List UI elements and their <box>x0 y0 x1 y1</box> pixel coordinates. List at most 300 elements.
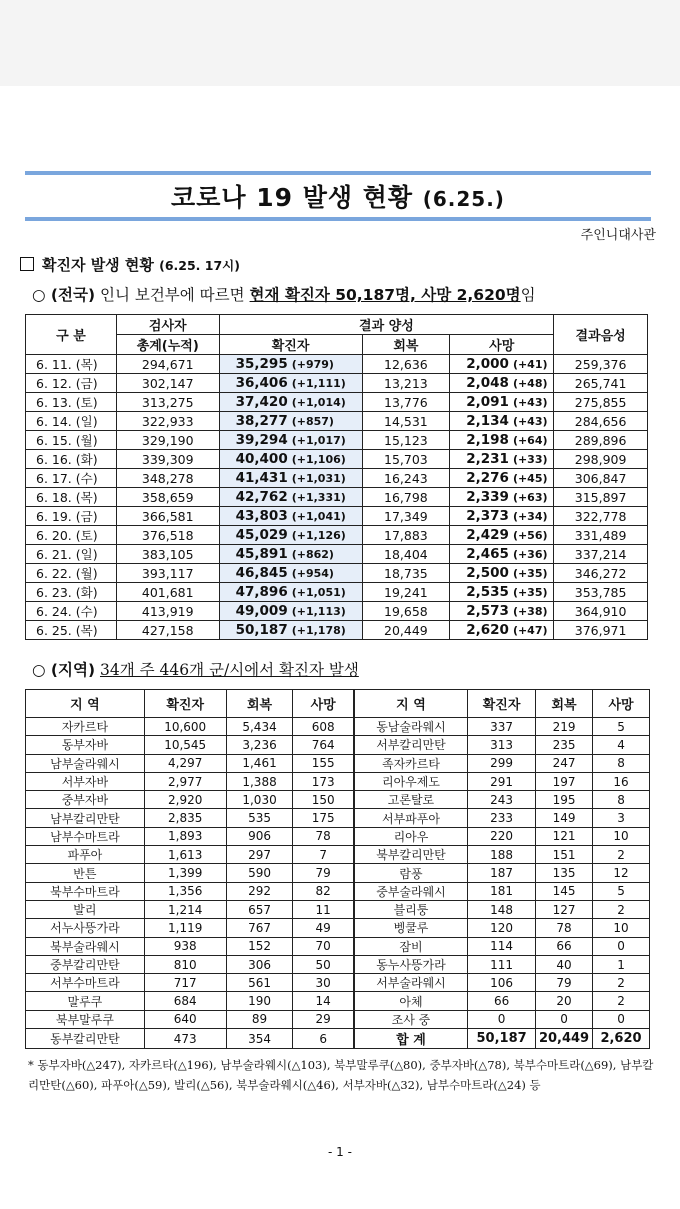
row-deaths: 2,276 <box>466 470 509 486</box>
recovered-header-right: 회복 <box>536 690 593 718</box>
row-date: 6. 14. (일) <box>26 412 117 431</box>
left-region-name: 발리 <box>26 900 145 918</box>
row-confirmed: 40,400 <box>235 451 288 467</box>
right-region-recovered: 66 <box>536 937 593 955</box>
left-region-deaths: 78 <box>293 827 354 845</box>
left-region-name: 북부술라웨시 <box>26 937 145 955</box>
left-region-recovered: 354 <box>226 1029 293 1049</box>
row-date: 6. 13. (토) <box>26 393 117 412</box>
row-confirmed: 43,803 <box>235 508 288 524</box>
row-date: 6. 17. (수) <box>26 469 117 488</box>
left-region-confirmed: 684 <box>144 992 226 1010</box>
row-recovered: 19,658 <box>362 602 450 621</box>
row-tested: 376,518 <box>116 526 219 545</box>
right-region-confirmed: 181 <box>468 882 536 900</box>
left-region-name: 서부자바 <box>26 772 145 790</box>
row-tested: 329,190 <box>116 431 219 450</box>
right-region-confirmed: 111 <box>468 955 536 973</box>
right-region-name: 고론탈로 <box>354 791 468 809</box>
right-region-deaths: 12 <box>593 864 650 882</box>
row-deaths: 2,134 <box>466 413 509 429</box>
table-row <box>26 791 650 809</box>
row-deaths-cell <box>450 374 554 393</box>
row-date: 6. 25. (목) <box>26 621 117 640</box>
right-region-recovered: 219 <box>536 718 593 736</box>
left-region-recovered: 306 <box>226 955 293 973</box>
row-deaths: 2,500 <box>466 565 509 581</box>
right-region-deaths: 4 <box>593 736 650 754</box>
table-row <box>26 754 650 772</box>
left-region-confirmed: 2,835 <box>144 809 226 827</box>
table-row <box>26 355 648 374</box>
right-region-deaths: 2 <box>593 992 650 1010</box>
row-deaths-delta: (+35) <box>512 567 548 580</box>
row-deaths-cell <box>450 488 554 507</box>
left-region-deaths: 70 <box>293 937 354 955</box>
right-region-recovered: 195 <box>536 791 593 809</box>
left-region-name: 자카르타 <box>26 718 145 736</box>
row-deaths: 2,339 <box>466 489 509 505</box>
row-date: 6. 21. (일) <box>26 545 117 564</box>
row-deaths-delta: (+41) <box>512 358 548 371</box>
row-deaths-cell <box>450 545 554 564</box>
row-recovered: 17,883 <box>362 526 450 545</box>
row-confirmed-cell <box>219 469 362 488</box>
left-region-name: 말루쿠 <box>26 992 145 1010</box>
right-region-confirmed: 233 <box>468 809 536 827</box>
table-row <box>26 412 648 431</box>
right-region-name: 블리퉁 <box>354 900 468 918</box>
left-region-deaths: 50 <box>293 955 354 973</box>
row-negative: 265,741 <box>554 374 648 393</box>
row-deaths: 2,000 <box>466 356 509 372</box>
right-region-confirmed: 66 <box>468 992 536 1010</box>
table-row <box>26 809 650 827</box>
right-region-deaths: 0 <box>593 937 650 955</box>
left-region-confirmed: 1,613 <box>144 846 226 864</box>
table-row <box>26 992 650 1010</box>
left-region-name: 중부자바 <box>26 791 145 809</box>
row-recovered: 18,404 <box>362 545 450 564</box>
table-row <box>26 583 648 602</box>
row-negative: 353,785 <box>554 583 648 602</box>
row-deaths-cell <box>450 602 554 621</box>
row-deaths-cell <box>450 431 554 450</box>
row-deaths-delta: (+64) <box>512 434 548 447</box>
national-summary <box>32 283 536 305</box>
left-region-recovered: 767 <box>226 919 293 937</box>
left-region-deaths: 82 <box>293 882 354 900</box>
right-region-name: 벵쿨루 <box>354 919 468 937</box>
confirmed-header-right: 확진자 <box>468 690 536 718</box>
region-heading <box>32 658 359 680</box>
table-row <box>26 718 650 736</box>
row-confirmed-cell <box>219 412 362 431</box>
left-region-name: 반튼 <box>26 864 145 882</box>
title-rule-top <box>25 171 651 175</box>
right-region-confirmed: 188 <box>468 846 536 864</box>
left-region-deaths: 30 <box>293 974 354 992</box>
national-table <box>25 314 648 640</box>
row-deaths: 2,091 <box>466 394 509 410</box>
left-region-deaths: 14 <box>293 992 354 1010</box>
row-confirmed-cell <box>219 507 362 526</box>
row-confirmed: 42,762 <box>235 489 288 505</box>
row-tested: 348,278 <box>116 469 219 488</box>
row-deaths-cell <box>450 450 554 469</box>
summary-suffix: 임 <box>520 286 536 304</box>
title-date: (6.25.) <box>422 187 505 211</box>
right-region-name: 서부파푸아 <box>354 809 468 827</box>
left-region-recovered: 1,461 <box>226 754 293 772</box>
right-region-name: 서부칼리만탄 <box>354 736 468 754</box>
row-tested: 339,309 <box>116 450 219 469</box>
table-row <box>26 393 648 412</box>
row-tested: 427,158 <box>116 621 219 640</box>
header-deaths: 사망 <box>450 335 554 355</box>
top-bar <box>0 0 680 86</box>
table-row <box>26 507 648 526</box>
left-region-confirmed: 1,893 <box>144 827 226 845</box>
row-confirmed-delta: (+1,041) <box>291 510 346 523</box>
header-negative: 결과음성 <box>554 315 648 355</box>
row-recovered: 15,703 <box>362 450 450 469</box>
row-date: 6. 18. (목) <box>26 488 117 507</box>
right-region-name: 족자카르타 <box>354 754 468 772</box>
row-deaths-delta: (+47) <box>512 624 548 637</box>
row-tested: 383,105 <box>116 545 219 564</box>
row-tested: 313,275 <box>116 393 219 412</box>
left-region-name: 북부말루쿠 <box>26 1010 145 1028</box>
region-text: 34개 주 446개 군/시에서 확진자 발생 <box>99 661 359 679</box>
left-region-name: 동부칼리만탄 <box>26 1029 145 1049</box>
left-region-recovered: 89 <box>226 1010 293 1028</box>
right-region-deaths: 2 <box>593 846 650 864</box>
left-region-recovered: 152 <box>226 937 293 955</box>
row-confirmed-cell <box>219 488 362 507</box>
row-deaths: 2,231 <box>466 451 509 467</box>
row-date: 6. 15. (월) <box>26 431 117 450</box>
left-region-deaths: 79 <box>293 864 354 882</box>
left-region-confirmed: 473 <box>144 1029 226 1049</box>
row-deaths-cell <box>450 355 554 374</box>
right-region-confirmed: 120 <box>468 919 536 937</box>
row-negative: 289,896 <box>554 431 648 450</box>
row-negative: 315,897 <box>554 488 648 507</box>
table-row <box>26 955 650 973</box>
row-recovered: 16,798 <box>362 488 450 507</box>
header-tested: 검사자 <box>116 315 219 335</box>
page-title <box>25 178 651 214</box>
region-prefix: ○ (지역) <box>32 661 96 679</box>
region-header-right: 지 역 <box>354 690 468 718</box>
row-confirmed: 46,845 <box>235 565 288 581</box>
row-confirmed-delta: (+1,051) <box>291 586 346 599</box>
table-row <box>26 450 648 469</box>
right-region-confirmed: 220 <box>468 827 536 845</box>
row-deaths-cell <box>450 507 554 526</box>
left-region-deaths: 11 <box>293 900 354 918</box>
right-region-name: 아체 <box>354 992 468 1010</box>
right-region-recovered: 20 <box>536 992 593 1010</box>
table-row <box>26 736 650 754</box>
left-region-name: 남부수마트라 <box>26 827 145 845</box>
row-deaths: 2,429 <box>466 527 509 543</box>
row-deaths-delta: (+43) <box>512 396 548 409</box>
row-recovered: 19,241 <box>362 583 450 602</box>
row-negative: 275,855 <box>554 393 648 412</box>
right-region-confirmed: 313 <box>468 736 536 754</box>
left-region-recovered: 5,434 <box>226 718 293 736</box>
right-region-name: 동누사뜽가라 <box>354 955 468 973</box>
row-deaths-cell <box>450 393 554 412</box>
right-region-name: 리아우 <box>354 827 468 845</box>
left-region-name: 동부자바 <box>26 736 145 754</box>
row-negative: 331,489 <box>554 526 648 545</box>
left-region-name: 중부칼리만탄 <box>26 955 145 973</box>
row-recovered: 13,213 <box>362 374 450 393</box>
row-date: 6. 24. (수) <box>26 602 117 621</box>
row-negative: 346,272 <box>554 564 648 583</box>
right-region-confirmed: 243 <box>468 791 536 809</box>
row-tested: 366,581 <box>116 507 219 526</box>
row-date: 6. 11. (목) <box>26 355 117 374</box>
row-date: 6. 16. (화) <box>26 450 117 469</box>
row-confirmed: 45,029 <box>235 527 288 543</box>
right-region-deaths: 5 <box>593 718 650 736</box>
summary-text: 인니 보건부에 따르면 <box>99 286 245 304</box>
right-region-recovered: 121 <box>536 827 593 845</box>
row-confirmed-delta: (+1,178) <box>291 624 346 637</box>
right-region-name: 조사 중 <box>354 1010 468 1028</box>
section1-title: 확진자 발생 현황 <box>42 256 154 274</box>
right-region-confirmed: 187 <box>468 864 536 882</box>
row-deaths-delta: (+38) <box>512 605 548 618</box>
deaths-header-right: 사망 <box>593 690 650 718</box>
checkbox-square-icon <box>20 257 34 271</box>
row-confirmed-cell <box>219 564 362 583</box>
right-region-recovered: 127 <box>536 900 593 918</box>
right-region-recovered: 0 <box>536 1010 593 1028</box>
row-confirmed-cell <box>219 526 362 545</box>
row-deaths-delta: (+48) <box>512 377 548 390</box>
row-negative: 322,778 <box>554 507 648 526</box>
table-row <box>26 900 650 918</box>
left-region-deaths: 150 <box>293 791 354 809</box>
summary-prefix: ○ (전국) <box>32 286 96 304</box>
left-region-recovered: 292 <box>226 882 293 900</box>
row-confirmed: 50,187 <box>235 622 288 638</box>
right-region-deaths: 8 <box>593 754 650 772</box>
right-region-confirmed: 148 <box>468 900 536 918</box>
table-row <box>26 526 648 545</box>
left-region-confirmed: 1,399 <box>144 864 226 882</box>
row-deaths: 2,535 <box>466 584 509 600</box>
table-row <box>26 431 648 450</box>
left-region-deaths: 173 <box>293 772 354 790</box>
right-region-deaths: 3 <box>593 809 650 827</box>
right-region-deaths: 5 <box>593 882 650 900</box>
table-row <box>26 919 650 937</box>
row-deaths-delta: (+35) <box>512 586 548 599</box>
summary-highlight: 현재 확진자 50,187명, 사망 2,620명 <box>249 286 521 304</box>
row-deaths-delta: (+56) <box>512 529 548 542</box>
row-deaths: 2,620 <box>466 622 509 638</box>
left-region-confirmed: 10,545 <box>144 736 226 754</box>
table-row <box>26 864 650 882</box>
row-tested: 413,919 <box>116 602 219 621</box>
row-confirmed-delta: (+1,111) <box>291 377 346 390</box>
header-tested-sub: 총계(누적) <box>116 335 219 355</box>
table-row <box>26 545 648 564</box>
table-row <box>26 469 648 488</box>
row-negative: 376,971 <box>554 621 648 640</box>
table-row <box>26 772 650 790</box>
left-region-recovered: 657 <box>226 900 293 918</box>
left-region-recovered: 561 <box>226 974 293 992</box>
row-negative: 298,909 <box>554 450 648 469</box>
row-recovered: 17,349 <box>362 507 450 526</box>
footnote: * 동부자바(△247), 자카르타(△196), 남부술라웨시(△103), 북부말루쿠(△80), 중부자바(△78), 북부수마트라(△69), 남부칼리만탄(△60), 파푸아(△59), 발리(△56), 북부술라웨시(△46), 서부자바(△32), 남부수마트라(△24) 등 <box>28 1058 654 1092</box>
right-region-recovered: 197 <box>536 772 593 790</box>
row-confirmed-delta: (+954) <box>291 567 334 580</box>
title-rule-bottom <box>25 217 651 221</box>
row-negative: 259,376 <box>554 355 648 374</box>
row-deaths-cell <box>450 526 554 545</box>
row-recovered: 12,636 <box>362 355 450 374</box>
left-region-confirmed: 1,214 <box>144 900 226 918</box>
right-region-recovered: 151 <box>536 846 593 864</box>
row-confirmed-delta: (+1,126) <box>291 529 346 542</box>
row-tested: 358,659 <box>116 488 219 507</box>
row-deaths-delta: (+36) <box>512 548 548 561</box>
table-row <box>26 488 648 507</box>
right-region-recovered: 145 <box>536 882 593 900</box>
header-recovered: 회복 <box>362 335 450 355</box>
page-number: - 1 - <box>328 1145 352 1159</box>
right-region-confirmed: 299 <box>468 754 536 772</box>
row-negative: 284,656 <box>554 412 648 431</box>
row-date: 6. 20. (토) <box>26 526 117 545</box>
row-recovered: 14,531 <box>362 412 450 431</box>
row-recovered: 13,776 <box>362 393 450 412</box>
row-tested: 322,933 <box>116 412 219 431</box>
row-confirmed-cell <box>219 355 362 374</box>
right-region-confirmed: 0 <box>468 1010 536 1028</box>
row-confirmed-delta: (+857) <box>291 415 334 428</box>
section1-subtitle: (6.25. 17시) <box>159 258 240 273</box>
row-tested: 393,117 <box>116 564 219 583</box>
row-confirmed: 37,420 <box>235 394 288 410</box>
title-text: 코로나 19 발생 현황 <box>171 183 413 212</box>
total-label: 합 계 <box>354 1029 468 1049</box>
row-confirmed: 38,277 <box>235 413 288 429</box>
row-deaths: 2,198 <box>466 432 509 448</box>
row-deaths-cell <box>450 412 554 431</box>
left-region-name: 서누사뜽가라 <box>26 919 145 937</box>
row-deaths-cell <box>450 583 554 602</box>
row-deaths: 2,573 <box>466 603 509 619</box>
row-confirmed-delta: (+1,031) <box>291 472 346 485</box>
table-row <box>26 374 648 393</box>
table-row <box>26 564 648 583</box>
left-region-name: 서부수마트라 <box>26 974 145 992</box>
left-region-confirmed: 4,297 <box>144 754 226 772</box>
table-row <box>26 602 648 621</box>
right-region-name: 북부칼리만탄 <box>354 846 468 864</box>
issuer: 주인니대사관 <box>580 228 656 243</box>
right-region-deaths: 2 <box>593 974 650 992</box>
left-region-deaths: 155 <box>293 754 354 772</box>
left-region-name: 남부술라웨시 <box>26 754 145 772</box>
row-deaths-cell <box>450 564 554 583</box>
row-confirmed: 47,896 <box>235 584 288 600</box>
header-confirmed: 확진자 <box>219 335 362 355</box>
right-region-deaths: 16 <box>593 772 650 790</box>
table-row <box>26 974 650 992</box>
row-confirmed: 36,406 <box>235 375 288 391</box>
row-confirmed: 45,891 <box>235 546 288 562</box>
right-region-confirmed: 114 <box>468 937 536 955</box>
left-region-deaths: 7 <box>293 846 354 864</box>
row-confirmed-delta: (+1,017) <box>291 434 346 447</box>
row-confirmed: 39,294 <box>235 432 288 448</box>
right-region-recovered: 247 <box>536 754 593 772</box>
header-positive: 결과 양성 <box>219 315 554 335</box>
row-recovered: 20,449 <box>362 621 450 640</box>
left-region-confirmed: 640 <box>144 1010 226 1028</box>
left-region-recovered: 906 <box>226 827 293 845</box>
row-deaths-delta: (+63) <box>512 491 548 504</box>
region-header-left: 지 역 <box>26 690 145 718</box>
row-date: 6. 19. (금) <box>26 507 117 526</box>
deaths-header-left: 사망 <box>293 690 354 718</box>
right-region-name: 람풍 <box>354 864 468 882</box>
row-confirmed-cell <box>219 450 362 469</box>
right-region-recovered: 78 <box>536 919 593 937</box>
right-region-name: 리아우제도 <box>354 772 468 790</box>
section1-heading <box>20 254 240 275</box>
table-row <box>26 827 650 845</box>
right-region-deaths: 8 <box>593 791 650 809</box>
row-deaths-cell <box>450 621 554 640</box>
total-confirmed: 50,187 <box>468 1029 536 1049</box>
row-confirmed-delta: (+1,106) <box>291 453 346 466</box>
left-region-confirmed: 810 <box>144 955 226 973</box>
row-confirmed-cell <box>219 602 362 621</box>
row-date: 6. 22. (월) <box>26 564 117 583</box>
row-recovered: 16,243 <box>362 469 450 488</box>
row-date: 6. 12. (금) <box>26 374 117 393</box>
row-deaths-delta: (+43) <box>512 415 548 428</box>
left-region-confirmed: 2,920 <box>144 791 226 809</box>
row-confirmed-cell <box>219 583 362 602</box>
left-region-recovered: 190 <box>226 992 293 1010</box>
left-region-confirmed: 1,356 <box>144 882 226 900</box>
row-recovered: 18,735 <box>362 564 450 583</box>
left-region-name: 남부칼리만탄 <box>26 809 145 827</box>
left-region-name: 북부수마트라 <box>26 882 145 900</box>
row-recovered: 15,123 <box>362 431 450 450</box>
row-deaths-delta: (+33) <box>512 453 548 466</box>
right-region-confirmed: 291 <box>468 772 536 790</box>
right-region-recovered: 149 <box>536 809 593 827</box>
row-deaths: 2,048 <box>466 375 509 391</box>
left-region-confirmed: 717 <box>144 974 226 992</box>
left-region-deaths: 6 <box>293 1029 354 1049</box>
row-deaths: 2,373 <box>466 508 509 524</box>
right-region-name: 중부술라웨시 <box>354 882 468 900</box>
